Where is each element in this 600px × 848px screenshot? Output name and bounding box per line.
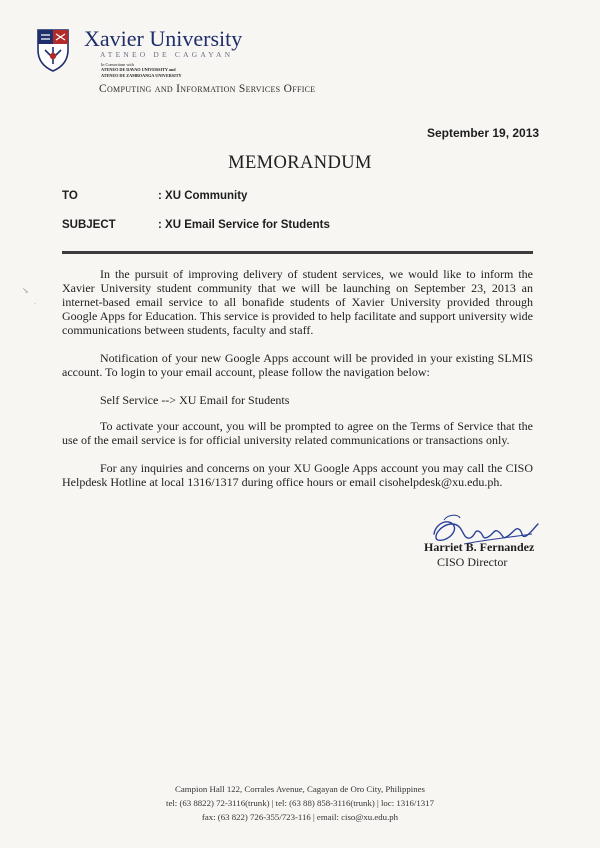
body-paragraph-4: For any inquiries and concerns on your XU Google Apps account you may call the CISO Helpdesk Hotline at local 1316/1317 during office hours or email cisohelpdesk@xu.edu.ph.	[62, 461, 533, 489]
scan-mark: ·	[34, 300, 37, 308]
consortium-note	[101, 62, 182, 78]
university-subtitle: ATENEO DE CAGAYAN	[100, 50, 234, 59]
university-seal-logo	[36, 28, 70, 72]
consortium-line: ATENEO DE ZAMBOANGA UNIVERSITY	[101, 72, 182, 78]
footer-fax-email: fax: (63 822) 726-355/723-116 | email: ciso@xu.edu.ph	[201, 812, 399, 822]
to-value: : XU Community	[158, 190, 248, 202]
scan-mark: ↘	[22, 286, 29, 295]
body-paragraph-1: In the pursuit of improving delivery of student services, we would like to inform the Xavier University student community that we will be launching on September 23, 2013 an internet-based email service to all bonafide students of Xavier University provided through Google Apps for Education. This service is provided to help facilitate and support university wide communications between students, faculty and staff.	[62, 267, 533, 337]
header-divider	[62, 251, 533, 254]
footer-address: Campion Hall 122, Corrales Avenue, Cagayan de Oro City, Philippines	[175, 784, 425, 794]
university-name: Xavier University	[84, 26, 243, 51]
to-label: TO	[62, 190, 78, 202]
subject-value: : XU Email Service for Students	[158, 219, 330, 231]
body-paragraph-3: To activate your account, you will be prompted to agree on the Terms of Service that the use of the email service is for official university related communications or transactions only.	[62, 419, 533, 447]
body-paragraph-2: Notification of your new Google Apps account will be provided in your existing SLMIS account. To login to your email account, please follow the navigation below:	[62, 351, 533, 379]
memo-date: September 19, 2013	[427, 126, 540, 140]
consortium-line: ATENEO DE DAVAO UNIVERSITY and	[101, 67, 176, 73]
subject-label: SUBJECT	[62, 219, 116, 231]
consortium-line: In Consortium with	[101, 62, 134, 67]
memo-title: MEMORANDUM	[228, 153, 372, 173]
footer-phone: tel: (63 8822) 72-3116(trunk) | tel: (63 88) 858-3116(trunk) | loc: 1316/1317	[166, 798, 434, 808]
signatory-name: Harriet B. Fernandez	[424, 540, 535, 554]
office-name: Computing and Information Services Office	[99, 83, 316, 95]
signatory-title: CISO Director	[437, 555, 508, 569]
navigation-path: Self Service --> XU Email for Students	[100, 393, 290, 407]
